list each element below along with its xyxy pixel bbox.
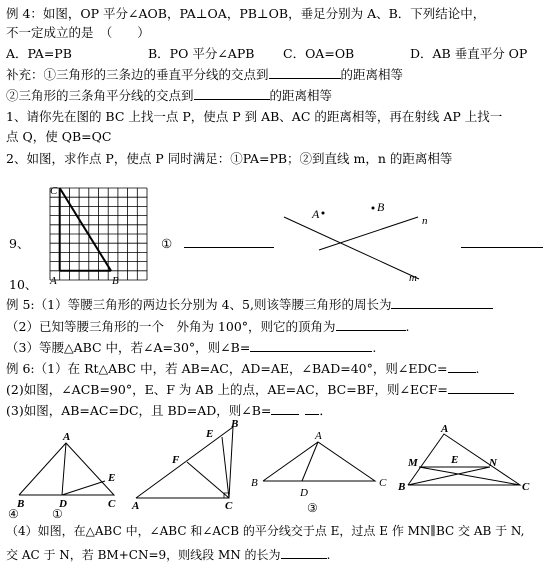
ex5-line3 — [6, 340, 376, 355]
point-a — [322, 212, 325, 215]
period: . — [405, 319, 410, 334]
fig1-c: C — [108, 498, 116, 510]
ex4-option-a: A．PA=PB — [6, 46, 72, 61]
grid-label-c: C — [50, 185, 58, 197]
blank[interactable] — [305, 403, 319, 415]
blank[interactable] — [250, 340, 372, 352]
blank[interactable] — [184, 236, 274, 248]
lines-figure — [276, 194, 436, 294]
supplement-line2-text: ②三角形的三条角平分线的交点到 — [6, 88, 194, 103]
figure-isosceles — [243, 424, 395, 516]
fig4-c: C — [522, 481, 530, 493]
ex4-stem-line1: 例 4：如图，OP 平分∠AOB，PA⊥OA，PB⊥OB，垂足分别为 A、B．下列结论中， — [6, 6, 486, 21]
supplement-line2-end: 的距离相等 — [269, 88, 333, 103]
ex6-line1 — [6, 361, 480, 376]
fig4-a: A — [441, 423, 449, 435]
fig2-c: C — [225, 500, 233, 510]
q1-line1: 1、请你先在图的 BC 上找一点 P，使点 P 到 AB、AC 的距离相等，再在射线 AP 上找一 — [6, 109, 503, 124]
q10-label: 10、 — [9, 277, 38, 292]
grid-label-b: B — [112, 275, 119, 287]
fig3-a: A — [315, 430, 322, 442]
ex4-stem-line2: 不一定成立的是 （ ） — [6, 25, 150, 40]
label-a: A — [312, 207, 320, 221]
fig2-e: E — [206, 428, 214, 440]
label-b: B — [377, 200, 385, 214]
fig2-b: B — [231, 418, 239, 430]
ex6-q4-line2 — [6, 547, 330, 563]
fig1-b: B — [17, 498, 25, 510]
fig4-b: B — [398, 481, 406, 493]
blank[interactable] — [194, 88, 270, 100]
ex5-line2 — [6, 319, 410, 334]
ex4-option-d: D．AB 垂直平分 OP — [410, 46, 528, 61]
fig1-number: ④ — [8, 507, 19, 520]
period: . — [326, 548, 331, 562]
ex6-line2 — [6, 382, 514, 397]
figure-triangle-ade — [4, 425, 129, 520]
fig4-e: E — [451, 454, 459, 466]
ex5-line1-text: 例 5:（1）等腰三角形的两边长分别为 4、5,则该等腰三角形的周长为 — [6, 297, 392, 312]
ex5-line2-text: （2）已知等腰三角形的一个 外角为 100°，则它的顶角为 — [6, 319, 336, 334]
blank[interactable] — [271, 403, 299, 415]
grid-label-a: A — [50, 275, 57, 287]
figure-parallel-mn — [396, 422, 546, 494]
line-n — [319, 217, 418, 250]
q2-line: 2、如图，求作点 P，使点 P 同时满足：①PA=PB；②到直线 m，n 的距离相等 — [6, 151, 453, 166]
figure-right-triangle — [128, 418, 248, 510]
blank[interactable] — [336, 319, 406, 331]
ex4-option-c: C．OA=OB — [283, 46, 355, 61]
blank[interactable] — [281, 547, 327, 559]
supplement-line1-text: 补充：①三角形的三条边的垂直平分线的交点到 — [6, 67, 269, 82]
circle-one — [161, 236, 274, 251]
ex4-option-b: B．PO 平分∠APB — [148, 46, 255, 61]
supplement-line2 — [6, 88, 332, 103]
fig3-b: B — [251, 477, 258, 489]
fig1-d: D — [59, 498, 67, 510]
blank[interactable] — [448, 382, 514, 394]
ex6-q4-line1: （4）如图，在△ABC 中，∠ABC 和∠ACB 的平分线交于点 E，过点 E 作 MN∥BC 交 AB 于 N, — [6, 524, 525, 538]
line-m — [284, 217, 419, 279]
fig2-a: A — [132, 500, 140, 510]
fig1-number2: ① — [52, 507, 63, 520]
fig2-f: F — [172, 454, 180, 466]
period: . — [475, 361, 480, 376]
fig3-c: C — [379, 477, 387, 489]
fig1-e: E — [108, 472, 116, 484]
supplement-line1 — [6, 67, 403, 82]
ex6-line3-end: ． — [319, 403, 332, 418]
ex5-line1 — [6, 297, 493, 312]
ex6-line3 — [6, 403, 332, 418]
fig3-d: D — [300, 487, 308, 499]
triangle-abc — [60, 188, 111, 271]
grid-figure — [38, 180, 160, 290]
ex6-line2-text: (2)如图，∠ACB=90°，E、F 为 AB 上的点，AE=AC，BC=BF，则∠ECF= — [6, 382, 448, 397]
fig3-number: ③ — [307, 501, 318, 515]
ex5-line3-text: （3）等腰△ABC 中，若∠A=30°，则∠B= — [6, 340, 251, 355]
circle-one-mark: ① — [161, 236, 173, 251]
fig4-m: M — [408, 457, 418, 469]
q9-label: 9、 — [9, 236, 30, 251]
ex6-line1-text: 例 6:（1）在 Rt△ABC 中，若 AB=AC，AD=AE，∠BAD=40°，则∠EDC= — [6, 361, 448, 376]
blank[interactable] — [461, 236, 543, 248]
ex6-q4-line2-text: 交 AC 于 N，若 BM+CN=9，则线段 MN 的长为 — [6, 548, 281, 562]
grid-lines — [50, 188, 147, 280]
blank[interactable] — [391, 297, 493, 309]
blank[interactable] — [269, 67, 341, 79]
supplement-line1-end: 的距离相等 — [340, 67, 404, 82]
period: . — [372, 340, 377, 355]
fig1-a: A — [63, 431, 71, 443]
point-b — [372, 207, 375, 210]
ex6-line3-text: (3)如图，AB=AC=DC，且 BD=AD，则∠B= — [6, 403, 272, 418]
q1-line2: 点 Q，使 QB=QC — [6, 129, 112, 144]
label-m: m — [409, 272, 417, 284]
fig4-n: N — [489, 457, 497, 469]
blank[interactable] — [448, 361, 476, 373]
label-n: n — [422, 215, 428, 227]
